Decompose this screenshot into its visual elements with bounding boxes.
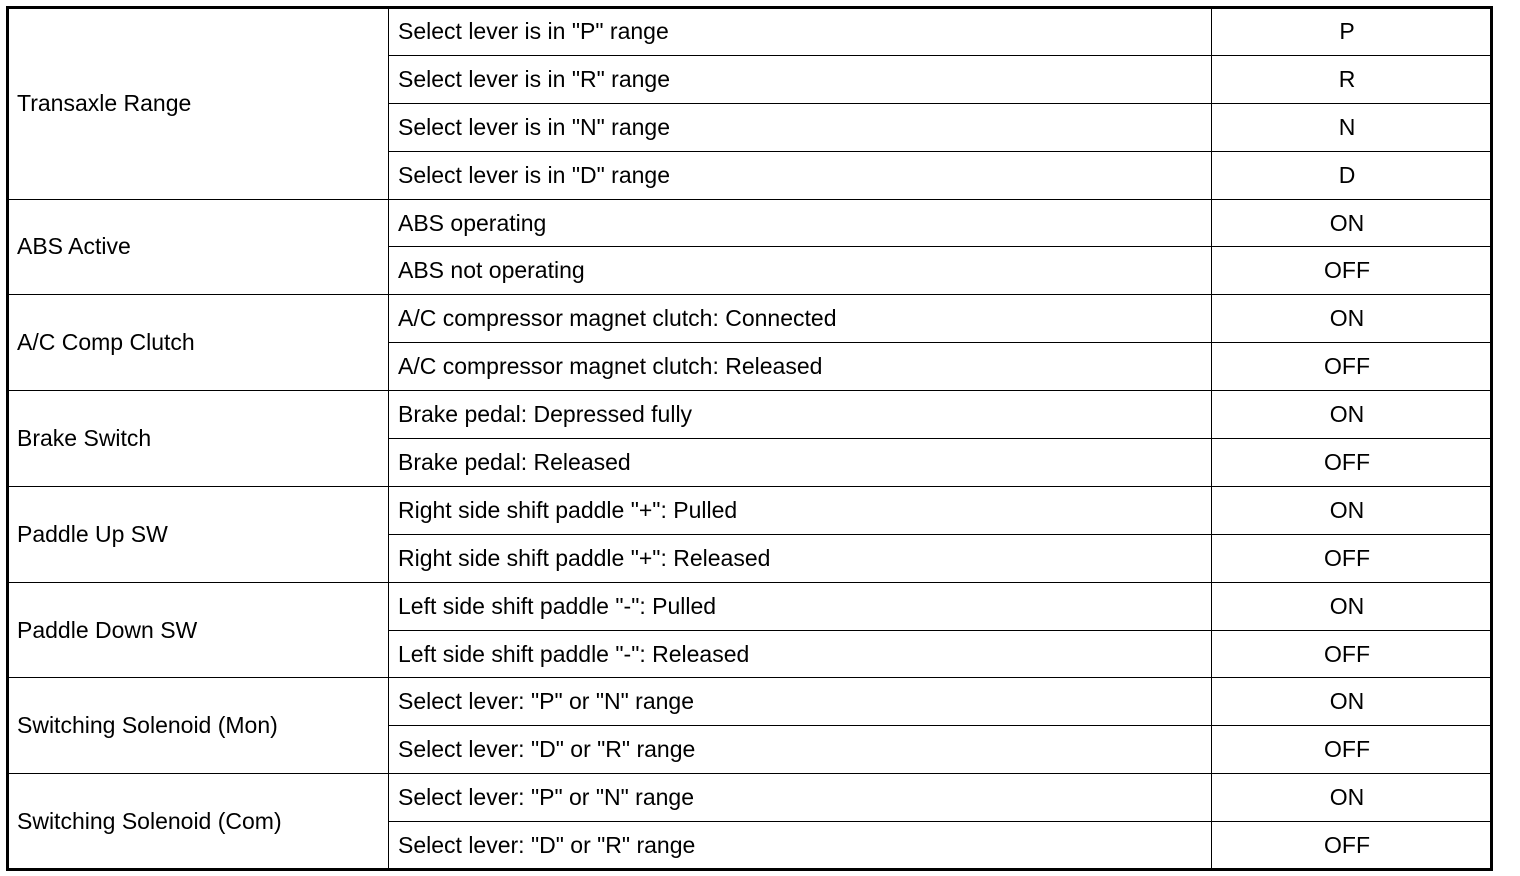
value-cell: OFF — [1212, 630, 1492, 678]
monitor-item-cell: Brake Switch — [8, 391, 389, 487]
monitor-item-cell: Paddle Up SW — [8, 486, 389, 582]
table-row — [8, 199, 1492, 247]
table-row — [8, 582, 1492, 630]
condition-cell: Brake pedal: Released — [389, 439, 1212, 487]
table-row — [8, 391, 1492, 439]
condition-cell: Right side shift paddle "+": Released — [389, 534, 1212, 582]
value-cell: ON — [1212, 582, 1492, 630]
condition-cell: Select lever is in "R" range — [389, 55, 1212, 103]
condition-cell: Select lever: "P" or "N" range — [389, 774, 1212, 822]
monitor-item-cell: Paddle Down SW — [8, 582, 389, 678]
value-cell: P — [1212, 8, 1492, 56]
value-cell: ON — [1212, 391, 1492, 439]
data-monitor-spec-table — [6, 6, 1493, 871]
condition-cell: ABS operating — [389, 199, 1212, 247]
condition-cell: Select lever: "D" or "R" range — [389, 822, 1212, 870]
monitor-item-cell: A/C Comp Clutch — [8, 295, 389, 391]
condition-cell: Select lever: "P" or "N" range — [389, 678, 1212, 726]
condition-cell: Select lever is in "N" range — [389, 103, 1212, 151]
value-cell: ON — [1212, 774, 1492, 822]
condition-cell: Left side shift paddle "-": Pulled — [389, 582, 1212, 630]
condition-cell: Brake pedal: Depressed fully — [389, 391, 1212, 439]
condition-cell: Select lever is in "P" range — [389, 8, 1212, 56]
value-cell: ON — [1212, 199, 1492, 247]
condition-cell: A/C compressor magnet clutch: Released — [389, 343, 1212, 391]
value-cell: ON — [1212, 678, 1492, 726]
condition-cell: Select lever: "D" or "R" range — [389, 726, 1212, 774]
value-cell: D — [1212, 151, 1492, 199]
table-row — [8, 774, 1492, 822]
value-cell: OFF — [1212, 247, 1492, 295]
condition-cell: Select lever is in "D" range — [389, 151, 1212, 199]
monitor-item-cell: ABS Active — [8, 199, 389, 295]
value-cell: ON — [1212, 486, 1492, 534]
value-cell: OFF — [1212, 726, 1492, 774]
value-cell: OFF — [1212, 343, 1492, 391]
value-cell: OFF — [1212, 534, 1492, 582]
table-row — [8, 486, 1492, 534]
condition-cell: Left side shift paddle "-": Released — [389, 630, 1212, 678]
value-cell: R — [1212, 55, 1492, 103]
value-cell: OFF — [1212, 439, 1492, 487]
value-cell: N — [1212, 103, 1492, 151]
monitor-item-cell: Switching Solenoid (Com) — [8, 774, 389, 870]
condition-cell: A/C compressor magnet clutch: Connected — [389, 295, 1212, 343]
value-cell: OFF — [1212, 822, 1492, 870]
monitor-item-cell: Switching Solenoid (Mon) — [8, 678, 389, 774]
condition-cell: ABS not operating — [389, 247, 1212, 295]
condition-cell: Right side shift paddle "+": Pulled — [389, 486, 1212, 534]
value-cell: ON — [1212, 295, 1492, 343]
monitor-item-cell: Transaxle Range — [8, 8, 389, 200]
table-row — [8, 678, 1492, 726]
table-row — [8, 295, 1492, 343]
table-row — [8, 8, 1492, 56]
